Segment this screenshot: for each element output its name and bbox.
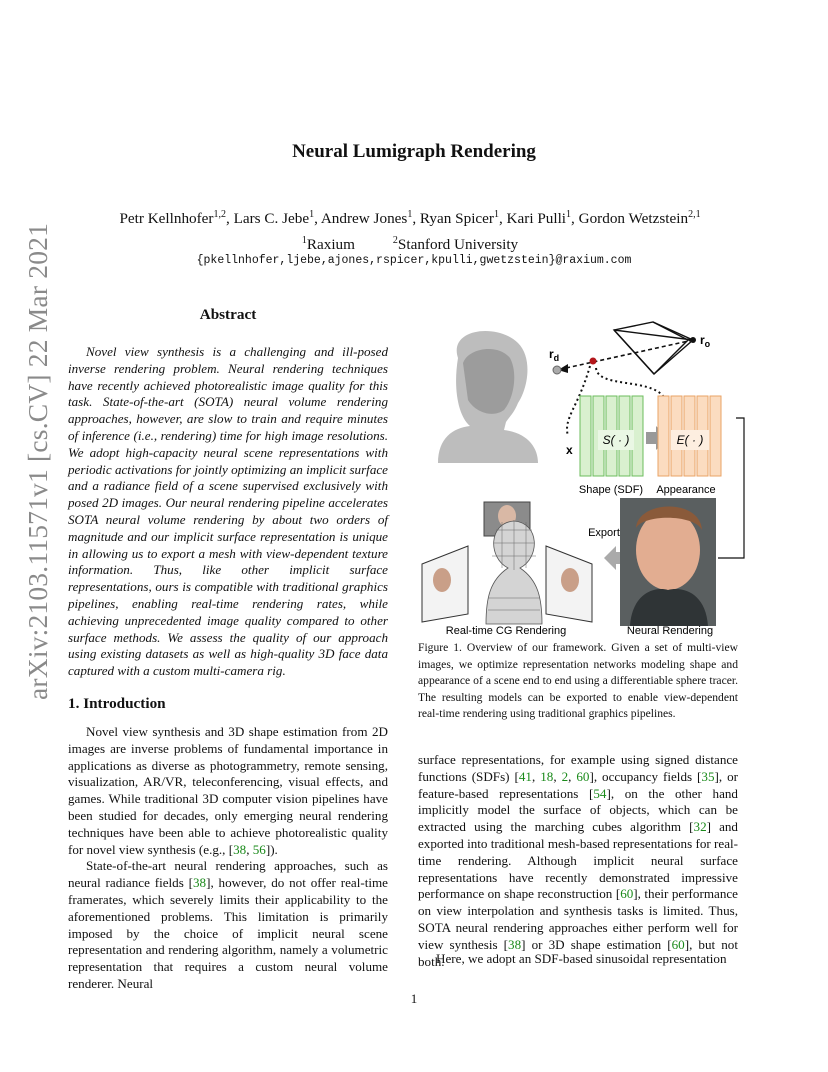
author-name: Gordon Wetzstein xyxy=(578,210,689,228)
figure-1-caption: Figure 1. Overview of our framework. Given a set of multi-view images, we optimize representation networks modeling shape and appearance of a scene end to end using a differentiable sphere tracer. The resulting models can be exported to enable view-dependent real-time rendering using traditional graphics pipelines. xyxy=(418,641,738,721)
author-list: Petr Kellnhofer$^{1,2}$, Lars C. Jebe$^1$, Andrew Jones$^1$, Ryan Spicer$^1$, Kari Pulli$^1$, Gordon Wetzstein$^{2,1}$ xyxy=(119,209,701,228)
figure-1 xyxy=(418,318,748,640)
neural-label: Neural Rendering xyxy=(626,625,714,637)
text-run: ], but not both. xyxy=(418,936,738,969)
text-run: ] and exported into traditional mesh-based representations for real-time rendering. Although implicit neural surface representations have recently demonstrated impressive performance on shape reconstruction [ xyxy=(418,819,738,902)
cg-view-left-face xyxy=(433,568,451,592)
text-run: Novel view synthesis and 3D shape estimation from 2D images are inverse problems of fundamental importance in applications as diverse as photogrammetry, remote sensing, visualization, AR/VR, teleconferencing, visual effects, and games. While traditional 3D computer vision pipelines have been studied for decades, only emerging neural rendering techniques have been able to achieve photorealistic quality for novel view synthesis (e.g., [ xyxy=(68,724,388,857)
export-label: Export xyxy=(588,527,620,539)
author-name: Lars C. Jebe xyxy=(233,210,310,228)
author-name: Ryan Spicer xyxy=(419,210,494,228)
neural-render-portrait xyxy=(620,498,716,626)
appearance-label: Appearance xyxy=(656,484,716,496)
text-run: ], however, do not offer real-time framerates, which severely limits their applicability to the aforementioned problems. This limitation is primarily imposed by the choice of implicit neural scene representation and rendering algorithm, namely a volumetric representation that requires a custom neural volume renderer. Neural xyxy=(68,875,388,991)
affiliations xyxy=(60,230,760,256)
citation-link[interactable]: 56 xyxy=(252,841,266,857)
label-ro: $r_o$ xyxy=(700,333,711,349)
text-run: , xyxy=(568,768,577,784)
camera-frustum xyxy=(614,322,693,374)
citation-link[interactable]: 60 xyxy=(671,936,685,952)
ray-hit-point xyxy=(553,366,561,374)
intro-heading: 1. Introduction xyxy=(68,695,166,712)
shape-network xyxy=(580,396,643,476)
appearance-network xyxy=(658,396,721,476)
cg-view-right-face xyxy=(561,568,579,592)
text-run: , xyxy=(531,768,541,784)
aff2-number: 2 xyxy=(392,235,398,247)
right-column-last xyxy=(418,951,738,968)
text-run: ], or feature-based representations [ xyxy=(418,768,739,801)
abstract-body xyxy=(68,344,388,680)
author-block xyxy=(60,204,760,256)
citation-link[interactable]: 38 xyxy=(193,875,207,891)
ray-sample-point xyxy=(590,358,597,365)
citation-link[interactable]: 54 xyxy=(593,785,607,801)
citation-link[interactable]: 60 xyxy=(620,886,634,902)
bust-render xyxy=(438,331,538,463)
text-run: ], occupancy fields [ xyxy=(589,768,702,784)
realtime-label: Real-time CG Rendering xyxy=(445,625,567,637)
intro-paragraph-2 xyxy=(68,858,388,992)
paper-title: Neural Lumigraph Rendering xyxy=(292,141,536,162)
aff1-name: Raxium xyxy=(306,236,355,254)
right-column-body xyxy=(418,752,738,970)
citation-link[interactable]: 38 xyxy=(508,936,522,952)
aff1-number: 1 xyxy=(301,235,307,247)
author-affiliation: 1 xyxy=(309,209,315,220)
text-run: ], their performance on view interpolation and synthesis tasks is limited. Thus, SOTA neural rendering approaches either perform well for view synthesis [ xyxy=(418,886,738,952)
intro-body xyxy=(68,724,388,993)
citation-link[interactable]: 60 xyxy=(576,768,590,784)
appearance-function-label: E( · ) xyxy=(676,433,704,447)
shape-label: Shape (SDF) xyxy=(578,484,644,496)
abstract-heading: Abstract xyxy=(199,306,257,323)
text-run: ] or 3D shape estimation [ xyxy=(521,936,672,952)
citation-link[interactable]: 38 xyxy=(233,841,247,857)
right-paragraph-2: Here, we adopt an SDF-based sinusoidal representation xyxy=(436,951,727,966)
citation-link[interactable]: 18 xyxy=(540,768,554,784)
intro-paragraph-1 xyxy=(68,724,388,858)
author-affiliation: 1,2 xyxy=(213,209,226,220)
shape-function-label: S( · ) xyxy=(602,433,630,447)
label-rd: $r_d$ xyxy=(549,347,560,363)
appearance-output-bracket xyxy=(718,418,744,558)
aff2-name: Stanford University xyxy=(397,236,519,254)
author-name: Andrew Jones xyxy=(320,210,408,228)
citation-link[interactable]: 41 xyxy=(518,768,532,784)
text-run: ]). xyxy=(265,841,278,857)
citation-link[interactable]: 32 xyxy=(693,819,707,835)
page-number: 1 xyxy=(410,991,418,1006)
author-name: Petr Kellnhofer xyxy=(119,210,214,228)
author-name: Kari Pulli xyxy=(506,210,567,228)
author-affiliation: 1 xyxy=(566,209,572,220)
text-run: ], on the other hand implicitly model the surface of objects, which can be extracted using the marching cubes algorithm [ xyxy=(418,785,738,835)
author-emails: {pkellnhofer,ljebe,ajones,rspicer,kpulli,gwetzstein}@raxium.com xyxy=(196,254,632,267)
text-run: , xyxy=(553,768,562,784)
author-affiliation: 1 xyxy=(407,209,413,220)
right-paragraph-1 xyxy=(418,752,738,970)
citation-link[interactable]: 35 xyxy=(701,768,715,784)
text-run: State-of-the-art neural rendering approaches, such as neural radiance fields [ xyxy=(68,858,388,891)
abstract-text: Novel view synthesis is a challenging and ill-posed inverse rendering problem. Neural rendering techniques have recently achieved photorealistic image quality for this task. State-of-the-art (SOTA) neural volume rendering approaches, however, are slow to train and require minutes of inference (i.e., rendering) time for high image resolutions. We adopt high-capacity neural scene representations with periodic activations for jointly optimizing an implicit surface and a radiance field of a scene supervised exclusively with posed 2D images. Our neural rendering pipeline accelerates SOTA neural volume rendering by about two orders of magnitude and our implicit surface representation is unique in allowing us to export a mesh with view-dependent texture information. Thus, like other implicit surface representations, ours is compatible with traditional graphics pipelines, enabling real-time rendering rates, while achieving unprecedented image quality compared to other surface methods. We assess the quality of our approach using existing datasets as well as high-quality 3D face data captured with a custom multi-camera rig. xyxy=(68,344,388,679)
author-affiliation: 1 xyxy=(493,209,499,220)
arxiv-stamp: arXiv:2103.11571v1 [cs.CV] 22 Mar 2021 xyxy=(22,222,53,700)
author-affiliation: 2,1 xyxy=(688,209,701,220)
text-run: , xyxy=(246,841,253,857)
text-run: surface representations, for example using signed distance functions (SDFs) [ xyxy=(418,752,738,784)
citation-link[interactable]: 2 xyxy=(561,768,569,784)
label-x: x xyxy=(566,443,573,457)
